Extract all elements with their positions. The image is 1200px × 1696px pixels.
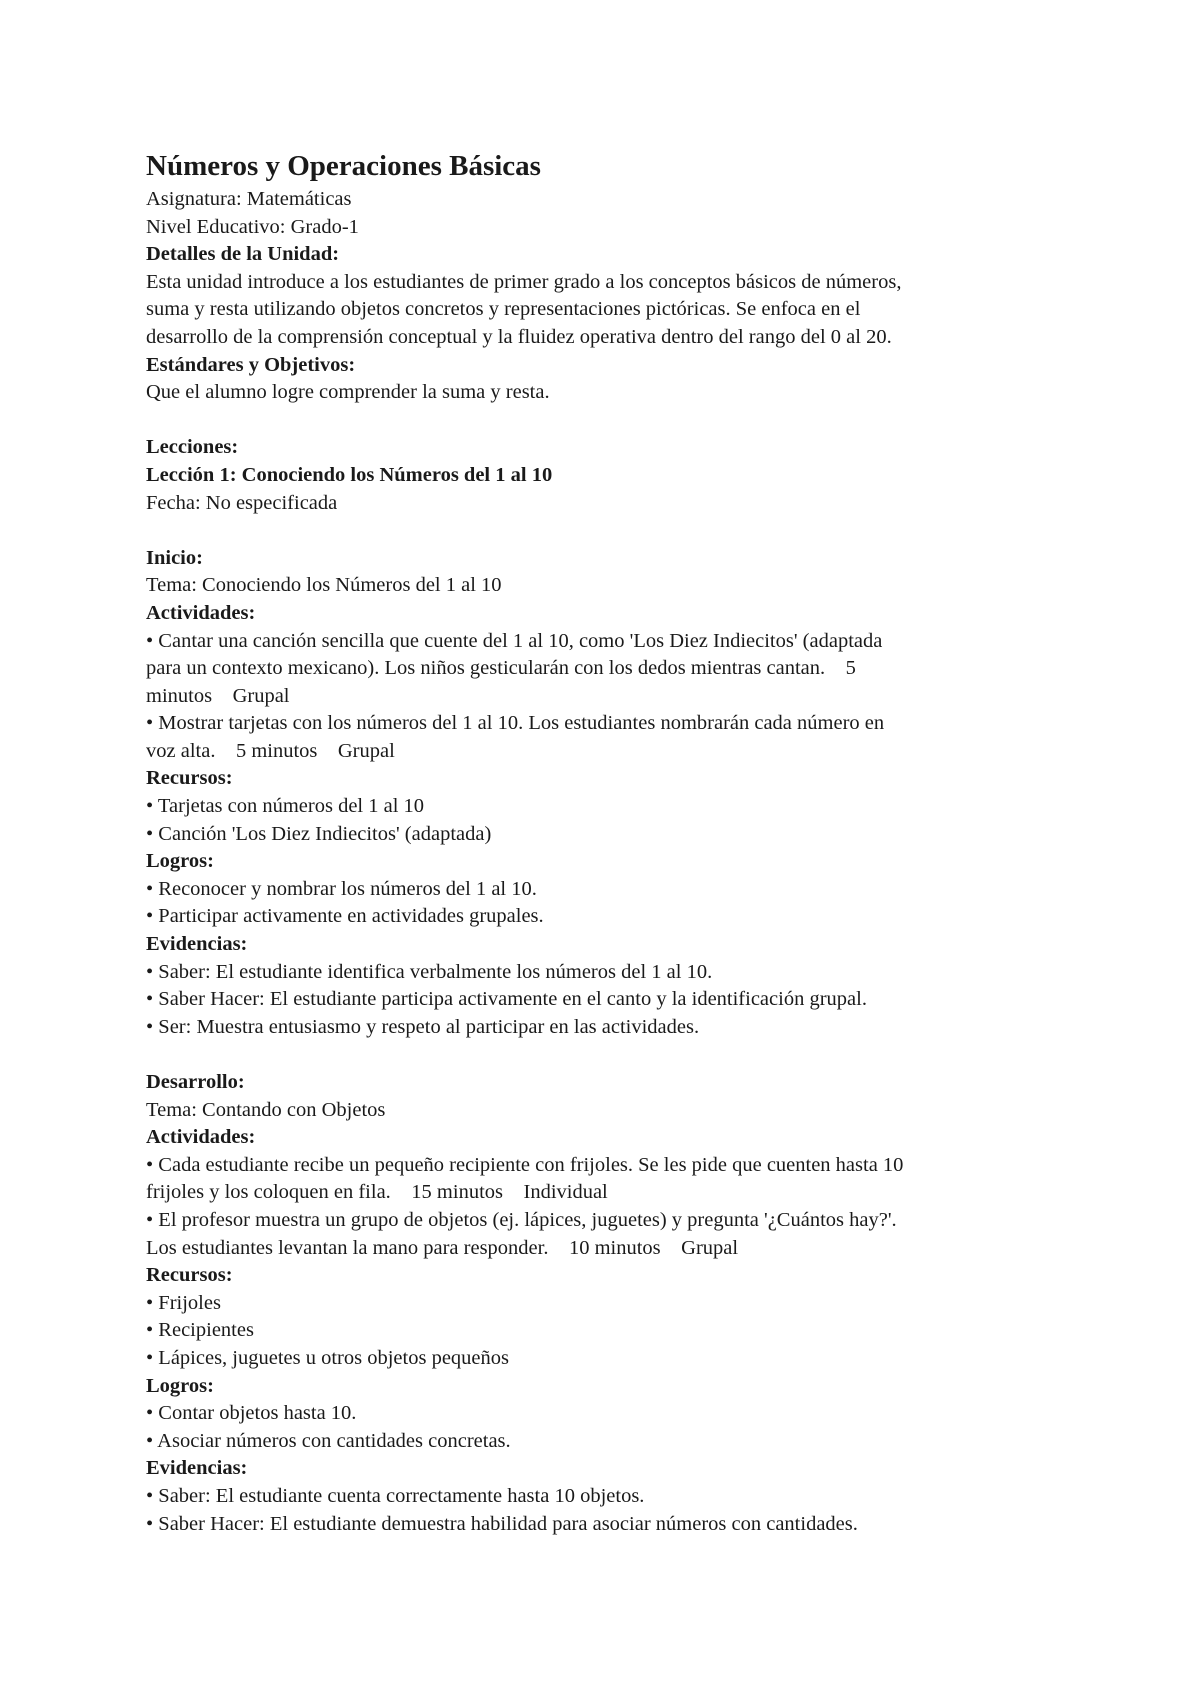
inicio-evidence-item: • Ser: Muestra entusiasmo y respeto al participar en las actividades. [146, 1015, 700, 1038]
level-line: Nivel Educativo: Grado-1 [146, 215, 359, 238]
inicio-achievements-heading: Logros: [146, 850, 214, 873]
desarrollo-activity-line: frijoles y los coloquen en fila. 15 minutos Individual [146, 1181, 608, 1204]
lessons-heading: Lecciones: [146, 436, 239, 459]
lesson-title: Lección 1: Conociendo los Números del 1 al 10 [146, 463, 553, 486]
standards-text: Que el alumno logre comprender la suma y resta. [146, 381, 550, 404]
spacer [146, 1041, 1066, 1069]
unit-details-line: suma y resta utilizando objetos concretos y representaciones pictóricas. Se enfoca en el [146, 298, 861, 321]
spacer [146, 517, 1066, 545]
desarrollo-achievement-item: • Contar objetos hasta 10. [146, 1402, 357, 1425]
desarrollo-resource-item: • Frijoles [146, 1291, 221, 1314]
unit-details-heading: Detalles de la Unidad: [146, 243, 340, 266]
standards-heading: Estándares y Objetivos: [146, 353, 356, 376]
desarrollo-resources-heading: Recursos: [146, 1264, 233, 1287]
inicio-evidence-item: • Saber: El estudiante identifica verbalmente los números del 1 al 10. [146, 960, 713, 983]
document-page [146, 148, 1066, 1538]
inicio-evidence-heading: Evidencias: [146, 933, 248, 956]
inicio-activity-line: minutos Grupal [146, 684, 290, 707]
subject-line: Asignatura: Matemáticas [146, 188, 352, 210]
inicio-activity-line: para un contexto mexicano). Los niños gesticularán con los dedos mientras cantan. 5 [146, 657, 856, 680]
desarrollo-achievements-heading: Logros: [146, 1374, 214, 1397]
page-title: Números y Operaciones Básicas [146, 150, 541, 182]
inicio-tema: Tema: Conociendo los Números del 1 al 10 [146, 574, 502, 597]
desarrollo-achievement-item: • Asociar números con cantidades concretas. [146, 1429, 511, 1452]
inicio-resources-heading: Recursos: [146, 767, 233, 790]
inicio-resource-item: • Canción 'Los Diez Indiecitos' (adaptada) [146, 822, 492, 845]
inicio-heading: Inicio: [146, 546, 203, 569]
desarrollo-activity-line: Los estudiantes levantan la mano para responder. 10 minutos Grupal [146, 1236, 739, 1259]
unit-details-line: Esta unidad introduce a los estudiantes de primer grado a los conceptos básicos de números, [146, 270, 902, 293]
inicio-activity-line: • Cantar una canción sencilla que cuente del 1 al 10, como 'Los Diez Indiecitos' (adaptada [146, 629, 883, 652]
unit-details-line: desarrollo de la comprensión conceptual y la fluidez operativa dentro del rango del 0 al 20. [146, 325, 892, 348]
spacer [146, 407, 1066, 435]
inicio-resource-item: • Tarjetas con números del 1 al 10 [146, 795, 425, 818]
desarrollo-evidence-item: • Saber Hacer: El estudiante demuestra habilidad para asociar números con cantidades. [146, 1512, 858, 1535]
desarrollo-heading: Desarrollo: [146, 1071, 245, 1093]
desarrollo-activity-line: • El profesor muestra un grupo de objetos (ej. lápices, juguetes) y pregunta '¿Cuántos hay?'. [146, 1208, 897, 1231]
lesson-date: Fecha: No especificada [146, 491, 338, 514]
desarrollo-tema: Tema: Contando con Objetos [146, 1098, 386, 1121]
inicio-activities-heading: Actividades: [146, 601, 256, 624]
desarrollo-resource-item: • Recipientes [146, 1319, 254, 1342]
desarrollo-evidence-heading: Evidencias: [146, 1457, 248, 1480]
inicio-achievement-item: • Reconocer y nombrar los números del 1 al 10. [146, 877, 537, 900]
inicio-activity-line: voz alta. 5 minutos Grupal [146, 739, 395, 762]
desarrollo-resource-item: • Lápices, juguetes u otros objetos pequeños [146, 1346, 510, 1369]
desarrollo-activity-line: • Cada estudiante recibe un pequeño recipiente con frijoles. Se les pide que cuenten hasta 10 [146, 1153, 904, 1176]
inicio-evidence-item: • Saber Hacer: El estudiante participa activamente en el canto y la identificación grupal. [146, 988, 867, 1011]
inicio-achievement-item: • Participar activamente en actividades grupales. [146, 905, 544, 928]
desarrollo-evidence-item: • Saber: El estudiante cuenta correctamente hasta 10 objetos. [146, 1484, 645, 1507]
desarrollo-activities-heading: Actividades: [146, 1126, 256, 1149]
inicio-activity-line: • Mostrar tarjetas con los números del 1 al 10. Los estudiantes nombrarán cada número en [146, 712, 885, 735]
